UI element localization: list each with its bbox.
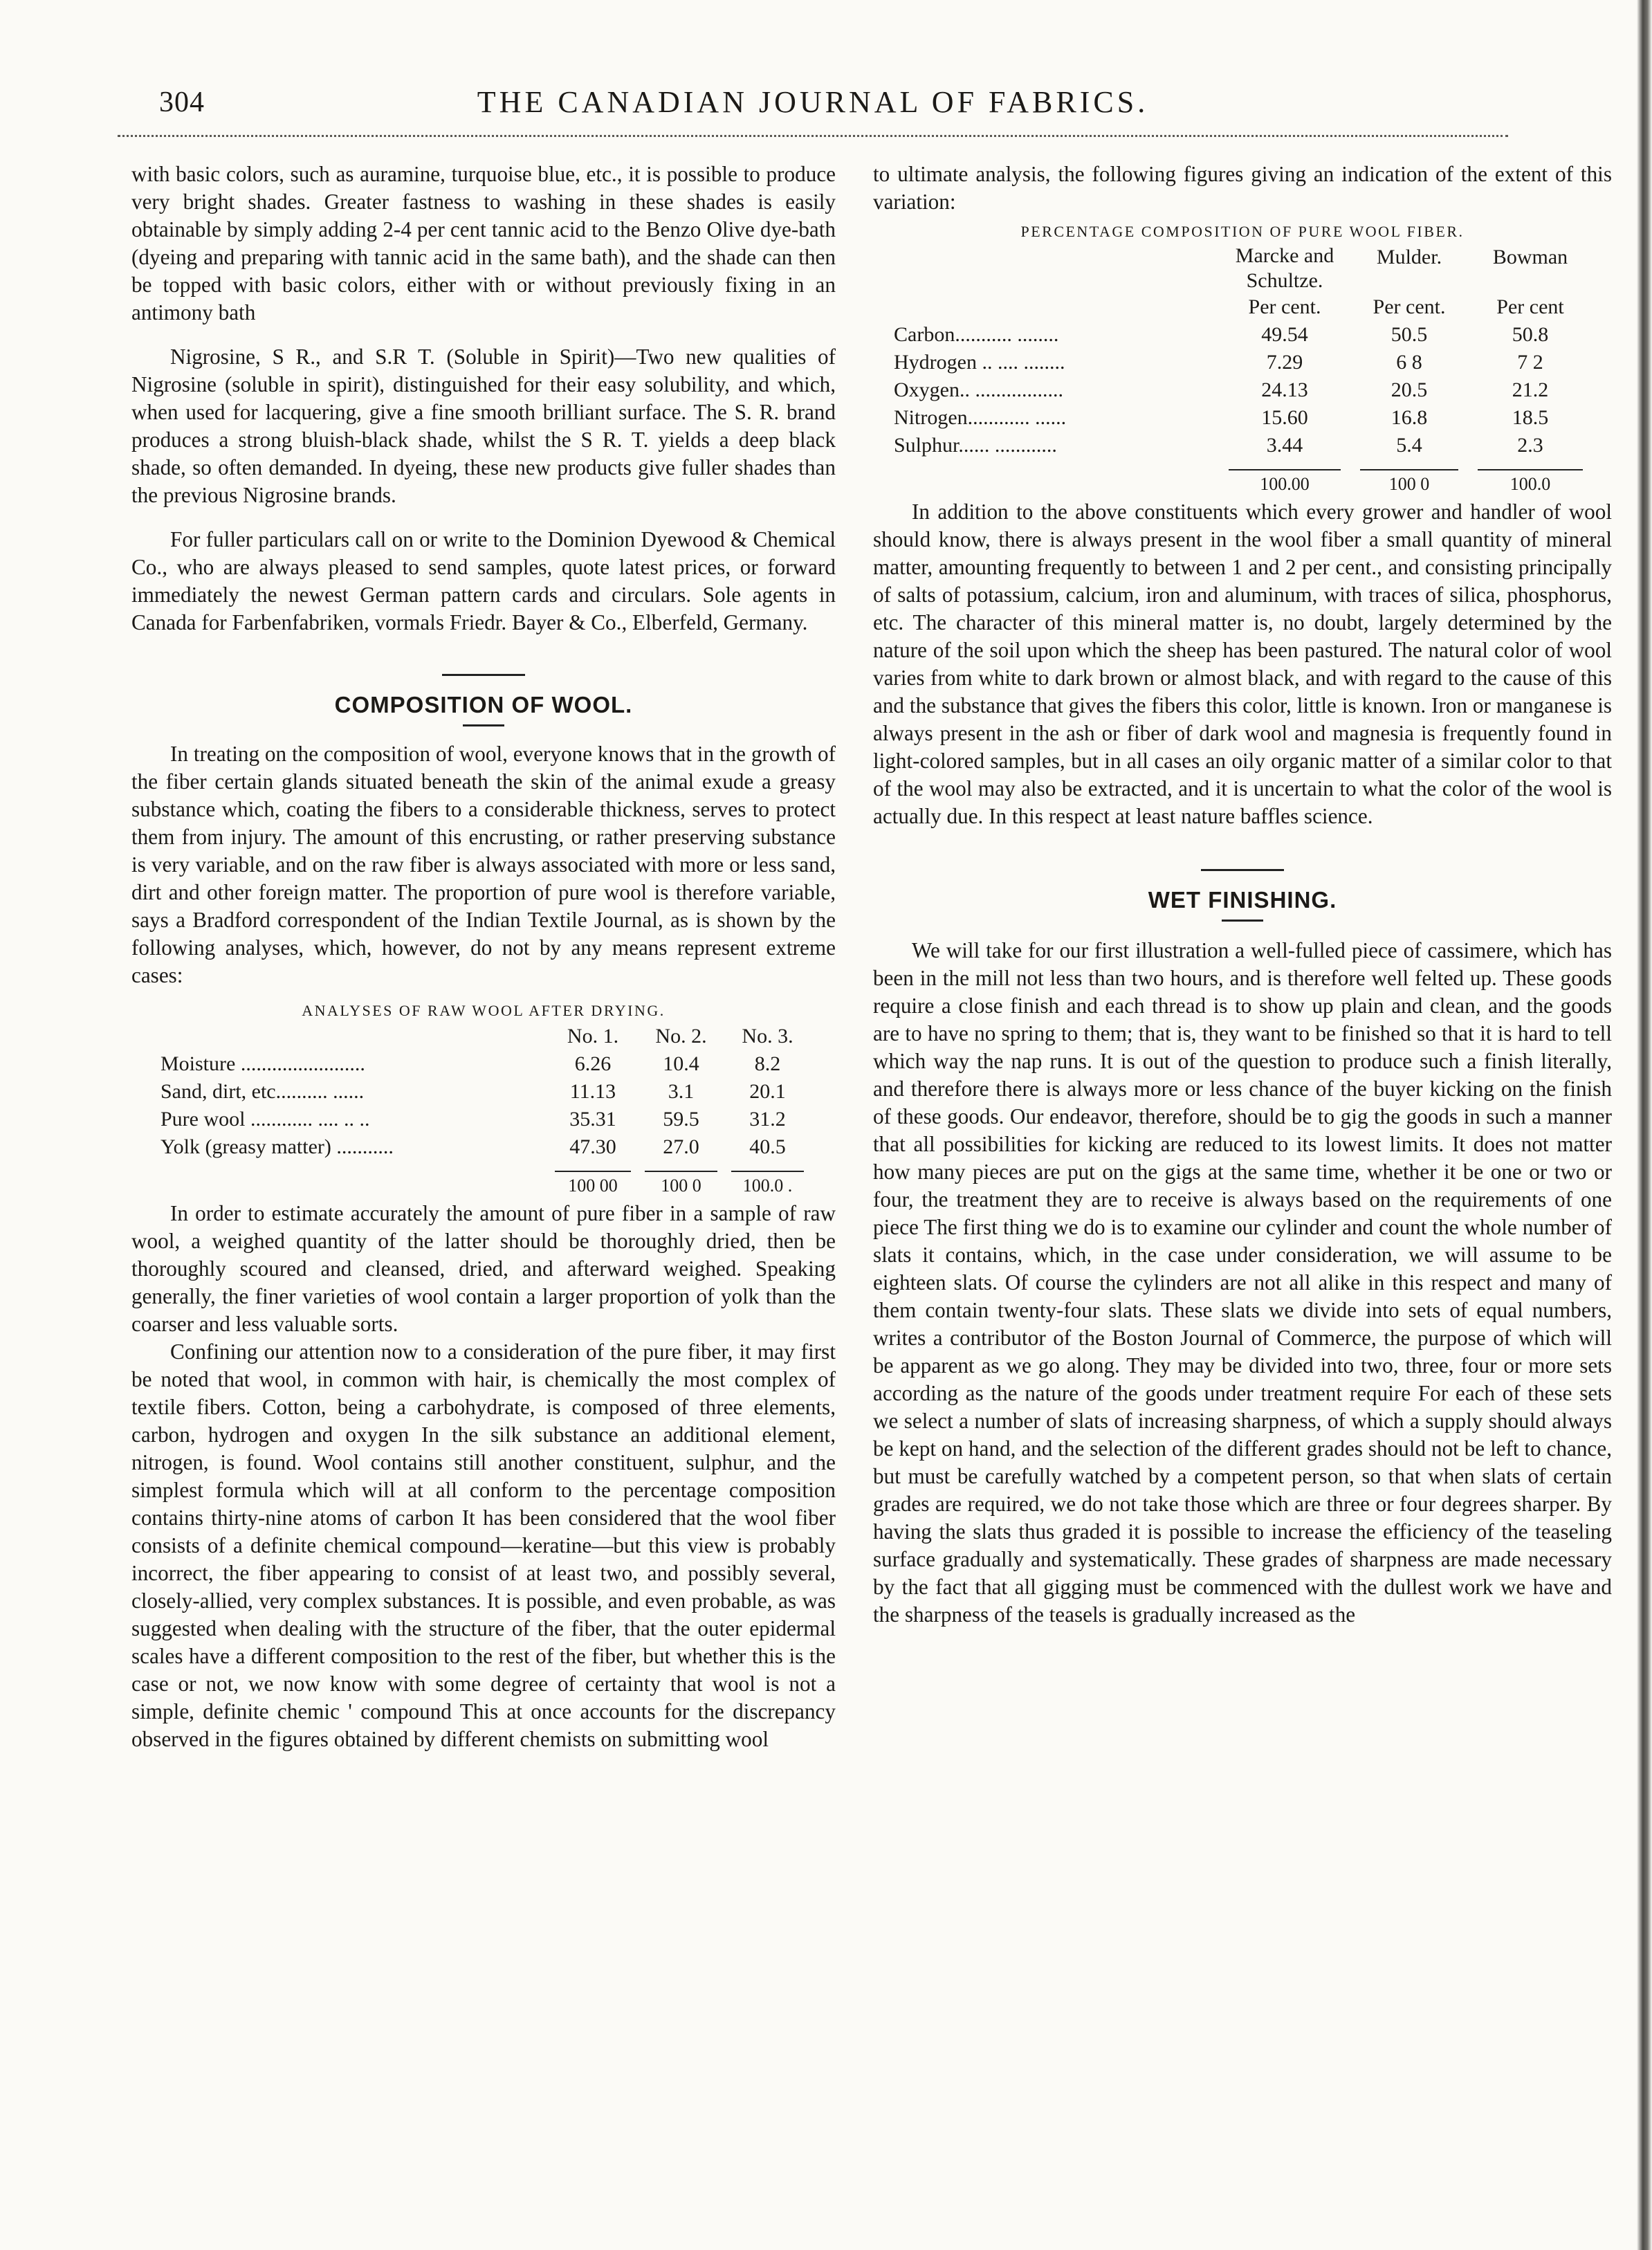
table-row [160, 1106, 811, 1133]
cell-value: 47.30 [569, 1135, 616, 1158]
total-value: 100.00 [1260, 474, 1310, 494]
cell-value: 7 2 [1517, 351, 1543, 374]
table-header: No. 1. [567, 1025, 619, 1048]
cell-value: 6 8 [1396, 351, 1422, 374]
cell-value: 59.5 [663, 1108, 699, 1131]
left-paragraph-4: In treating on the composition of wool, everyone knows that in the growth of the fiber certain glands situated beneath the skin of the animal exude a greasy substance which, coating the fibers to a considerable thickness, serves to protect them from injury. The amount of this encrusting, or rather preserving substance is very variable, and on the raw fiber is always associated with more or less sand, dirt and other foreign matter. The proportion of pure wool is therefore variable, says a Bradford correspondent of the Indian Textile Journal, as is shown by the following analyses, which, however, do not by any means represent extreme cases: [131, 742, 836, 987]
row-label: Sulphur...... ............ [894, 434, 1057, 457]
cell-value: 21.2 [1512, 378, 1549, 401]
total-value: 100.0 [1509, 474, 1551, 494]
cell-value: 3.1 [668, 1080, 695, 1103]
cell-value: 15.60 [1261, 406, 1308, 429]
row-label: Pure wool ............ .... .. .. [160, 1108, 370, 1131]
total-value: 100.0 . [742, 1176, 793, 1196]
table-caption-raw-wool: ANALYSES OF RAW WOOL AFTER DRYING. [302, 1002, 666, 1019]
row-label: Carbon........... ........ [894, 323, 1059, 346]
table-header-row [894, 244, 1593, 293]
cell-value: 2.3 [1517, 434, 1543, 457]
cell-value: 11.13 [569, 1080, 616, 1103]
table-row [894, 376, 1593, 404]
row-label: Sand, dirt, etc.......... ...... [160, 1080, 365, 1103]
page-number: 304 [159, 86, 205, 118]
total-rule-row [894, 459, 1593, 470]
unit-label: Per cent. [1373, 295, 1446, 318]
table-header-row [160, 1023, 811, 1050]
row-label: Oxygen.. ................. [894, 378, 1063, 401]
total-value: 100 00 [568, 1176, 618, 1196]
left-paragraph-5: In order to estimate accurately the amount of pure fiber in a sample of raw wool, a weighed quantity of the latter should be thoroughly dried, then be thoroughly scoured and cleansed, dried, and afterward weighed. Speaking generally, the finer varieties of wool contain a larger proportion of yolk than the coarser and less valuable sorts. [131, 1201, 836, 1336]
total-value: 100 0 [1388, 474, 1430, 494]
left-column [131, 161, 836, 1753]
cell-value: 16.8 [1391, 406, 1428, 429]
table-row [894, 432, 1593, 459]
table-row [160, 1133, 811, 1161]
cell-value: 40.5 [749, 1135, 786, 1158]
cell-value: 49.54 [1261, 323, 1308, 346]
total-value: 100 0 [661, 1176, 701, 1196]
table-caption-pure-wool: PERCENTAGE COMPOSITION OF PURE WOOL FIBER. [1020, 223, 1465, 240]
table-row [160, 1078, 811, 1106]
table-header: Marcke and Schultze. [1235, 244, 1334, 292]
cell-value: 27.0 [663, 1135, 699, 1158]
journal-title: THE CANADIAN JOURNAL OF FABRICS. [477, 85, 1149, 119]
table-row [160, 1050, 811, 1078]
cell-value: 35.31 [569, 1108, 616, 1131]
cell-value: 24.13 [1261, 378, 1308, 401]
page-header [118, 82, 1508, 130]
table-units-row [894, 293, 1593, 321]
cell-value: 6.26 [574, 1052, 612, 1075]
total-rule-row [160, 1161, 811, 1172]
right-paragraph-2: In addition to the above constituents which every grower and handler of wool should know, there is always present in the wool fiber a small quantity of mineral matter, amounting frequently to between 1 and 2 per cent., and consisting principally of salts of potassium, calcium, iron and aluminum, with traces of silica, phosphorus, etc. The character of this mineral matter is, no doubt, largely determined by the nature of the soil upon which the sheep has been pastured. The natural color of wool varies from white to dark brown or almost black, and with regard to the cause of this and the substance that gives the fibers this color, little is known. Iron or manganese is always present in the ash or fiber of dark wool and magnesia is frequently found in light-colored samples, but in all cases an oily organic matter of a similar color to that of the wool may also be extracted, and it is uncertain to what the color of the wool is actually due. In this respect at least nature baffles science. [873, 500, 1612, 828]
cell-value: 20.1 [749, 1080, 786, 1103]
cell-value: 5.4 [1396, 434, 1422, 457]
table-pure-wool [894, 244, 1593, 498]
table-header: No. 3. [742, 1025, 793, 1048]
cell-value: 20.5 [1391, 378, 1428, 401]
cell-value: 50.5 [1391, 323, 1428, 346]
right-column [873, 161, 1612, 1629]
left-paragraph-3: For fuller particulars call on or write to the Dominion Dyewood & Chemical Co., who are always pleased to send samples, quote latest prices, or forward immediately the newest German pattern cards and circulars. Sole agents in Canada for Farbenfabriken, vormals Friedr. Bayer & Co., Elberfeld, Germany. [131, 527, 836, 634]
table-raw-wool [160, 1023, 811, 1200]
table-header: Bowman [1492, 246, 1568, 268]
table-total-row [160, 1172, 811, 1200]
left-paragraph-6: Confining our attention now to a consideration of the pure fiber, it may first be noted that wool, in common with hair, is chemically the most complex of textile fibers. Cotton, being a carbohydrate, is composed of three elements, carbon, hydrogen and oxygen In the silk substance an additional element, nitrogen, is found. Wool contains still another constituent, sulphur, and the simplest formula which will at all conform to the percentage composition contains thirty-nine atoms of carbon It has been considered that the wool fiber consists of a definite chemical compound—keratine—but this view is probably incorrect, the fiber appearing to consist of at least two, and possibly several, closely-allied, very complex substances. It is possible, and even probable, as was suggested when dealing with the structure of the fiber, that the outer epidermal scales have a different composition to the rest of the fiber, but whether this is the case or not, we now know with some degree of certainty that wool is not a simple, definite chemic ' compound This at once accounts for the discrepancy observed in the figures obtained by different chemists on submitting wool [131, 1339, 836, 1751]
table-row [894, 321, 1593, 349]
unit-label: Per cent. [1248, 295, 1321, 318]
cell-value: 8.2 [754, 1052, 781, 1075]
cell-value: 31.2 [749, 1108, 786, 1131]
cell-value: 18.5 [1512, 406, 1549, 429]
row-label: Nitrogen............ ...... [894, 406, 1067, 429]
cell-value: 50.8 [1512, 323, 1549, 346]
table-row [894, 349, 1593, 376]
scan-edge-shadow [1637, 0, 1652, 2250]
section-title-wet-finishing: WET FINISHING. [1148, 887, 1337, 913]
table-header: Mulder. [1376, 246, 1442, 268]
unit-label: Per cent [1496, 295, 1564, 318]
row-label: Hydrogen .. .... ........ [894, 351, 1065, 374]
cell-value: 3.44 [1266, 434, 1303, 457]
row-label: Yolk (greasy matter) ........... [160, 1135, 394, 1158]
row-label: Moisture ........................ [160, 1052, 365, 1075]
table-row [894, 404, 1593, 432]
cell-value: 7.29 [1266, 351, 1303, 374]
header-rule [118, 135, 1508, 137]
table-header: No. 2. [655, 1025, 707, 1048]
left-paragraph-1: with basic colors, such as auramine, turquoise blue, etc., it is possible to produce very bright shades. Greater fastness to washing in these shades is easily obtainable by simply adding 2-4 per cent tannic acid to the Benzo Olive dye-bath (dyeing and preparing with tannic acid in the same bath), and the shade can then be topped with basic colors, either with or without previously fixing in an antimony bath [131, 162, 836, 324]
right-paragraph-1: to ultimate analysis, the following figures giving an indication of the extent of this variation: [873, 162, 1612, 214]
cell-value: 10.4 [663, 1052, 699, 1075]
table-total-row [894, 470, 1593, 498]
left-paragraph-2: Nigrosine, S R., and S.R T. (Soluble in Spirit)—Two new qualities of Nigrosine (soluble in spirit), distinguished for their easy solubility, and which, when used for lacquering, give a fine smooth brilliant surface. The S. R. brand produces a strong bluish-black shade, whilst the S R. T. yields a deep black shade, so often demanded. In dyeing, these new products give fuller shades than the previous Nigrosine brands. [131, 345, 836, 507]
right-paragraph-3: We will take for our first illustration a well-fulled piece of cassimere, which has been in the mill not less than two hours, and is therefore well felted up. These goods require a close finish and each thread is to show up plain and clean, and the goods are to have no spring to them; that is, they want to be finished so that it is hard to tell which way the nap runs. It is out of the question to produce such a finish literally, and therefore there is always more or less chance of the buyer kicking on the finish of these goods. Our endeavor, therefore, should be to gig the goods in such a manner that all possibilities for kicking are reduced to its lowest limits. It does not matter how many pieces are put on the gigs at the same time, whether it be one or two or four, the treatment they are to receive is always based on the requirements of one piece The first thing we do is to examine our cylinder and count the whole number of slats it contains, which, in the case under consideration, we will assume to be eighteen slats. Of course the cylinders are not all alike in this respect and many of them contain twenty-four slats. These slats we divide into sets of equal numbers, writes a contributor of the Boston Journal of Commerce, the purpose of which will be apparent as we go along. They may be divided into two, three, four or more sets according as the nature of the goods under treatment require For each of these sets we select a number of slats of increasing sharpness, of which a supply should always be kept on hand, and the selection of the different grades should not be left to chance, but must be carefully watched by a competent person, so that when slats of certain grades are required, we do not take those which are three or four degrees sharper. By having the slats thus graded it is possible to increase the efficiency of the teaseling surface gradually and systematically. These grades of sharpness are made necessary by the fact that all gigging must be commenced with the dullest work we have and the sharpness of the teasels is gradually increased as the [873, 938, 1612, 1627]
section-title-composition: COMPOSITION OF WOOL. [334, 692, 633, 717]
